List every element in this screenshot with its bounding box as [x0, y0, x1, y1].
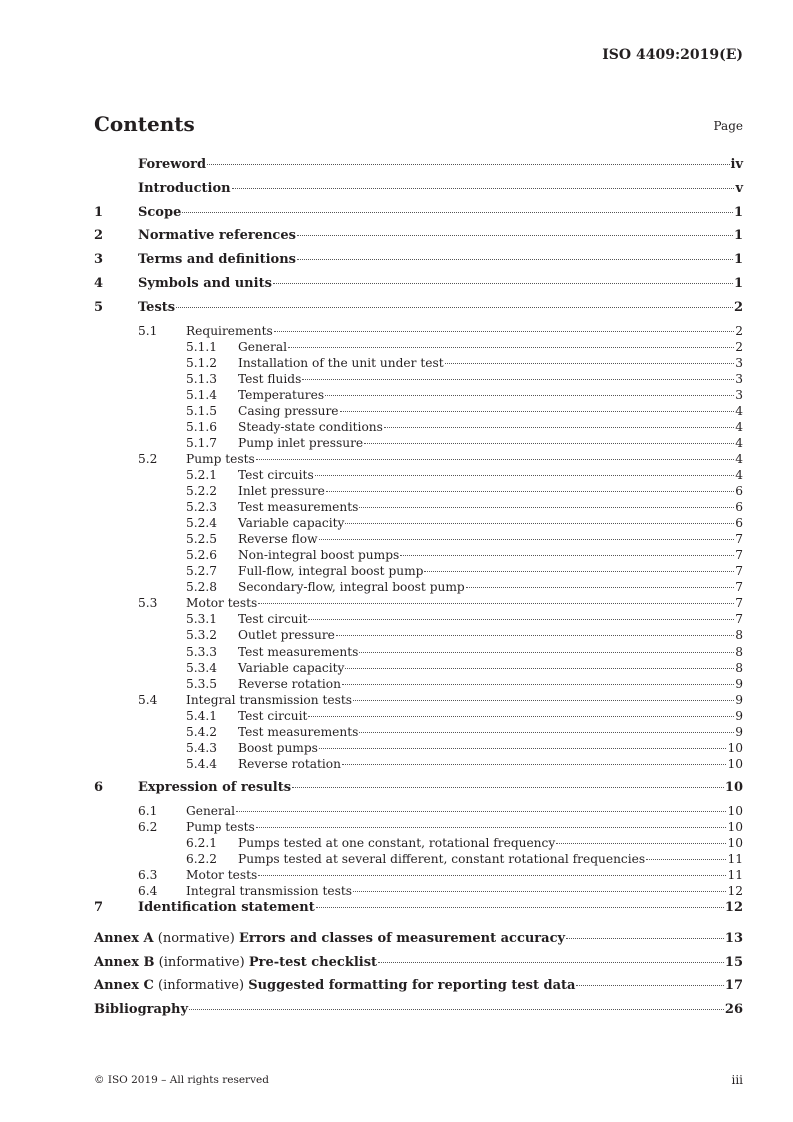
toc-entry-number: 3 [94, 252, 104, 268]
leader-dots [345, 523, 734, 524]
toc-entry-title: General [186, 803, 235, 818]
toc-entry[interactable] [94, 484, 743, 500]
annex-kind: (informative) [158, 954, 245, 970]
toc-entry-number: 5.3.2 [186, 628, 218, 643]
toc-entry-page: 7 [735, 548, 743, 563]
leader-dots [315, 475, 735, 476]
toc-entry-title: Integral transmission tests [186, 883, 352, 898]
toc-entry-page: 6 [735, 516, 743, 531]
toc-entry-page: 2 [733, 299, 743, 315]
toc-entry[interactable] [94, 661, 743, 677]
toc-entry[interactable] [94, 420, 743, 436]
toc-entry-title: Motor tests [186, 596, 258, 611]
leader-dots [359, 652, 734, 653]
leader-dots [378, 962, 724, 963]
toc-entry-page: 8 [735, 644, 743, 659]
leader-dots [345, 668, 734, 669]
leader-dots [297, 235, 733, 236]
leader-dots [359, 732, 734, 733]
toc-entry[interactable] [94, 324, 743, 340]
toc-entry[interactable] [94, 516, 743, 532]
bibliography-title: Bibliography [94, 1002, 189, 1018]
toc-entry-page: 7 [735, 532, 743, 547]
toc-entry-number: 5.2.8 [186, 580, 218, 595]
toc-entry-title: Tests [138, 299, 176, 315]
leader-dots [182, 212, 733, 213]
toc-entry-number: 6.4 [138, 883, 158, 898]
annex-entry-title [94, 978, 575, 994]
leader-dots [308, 619, 734, 620]
toc-entry[interactable] [94, 757, 743, 773]
toc-entry-title: Outlet pressure [238, 628, 335, 643]
toc-entry-title: Symbols and units [138, 275, 272, 291]
leader-dots [424, 571, 734, 572]
toc-entry-page: 11 [727, 867, 743, 882]
toc-entry[interactable] [94, 820, 743, 836]
toc-entry-title: Variable capacity [238, 660, 345, 675]
leader-dots [232, 188, 735, 189]
annex-title: Suggested formatting for reporting test data [248, 978, 576, 994]
leader-dots [236, 811, 726, 812]
toc-entry[interactable] [94, 532, 743, 548]
toc-entry-number: 5.4 [138, 692, 158, 707]
leader-dots [288, 347, 734, 348]
toc-entry-page: 4 [735, 403, 743, 418]
bibliography-page: 26 [724, 1002, 743, 1018]
table-of-contents [94, 157, 743, 1026]
toc-entry-page: 1 [733, 204, 743, 220]
toc-entry-title: Pump inlet pressure [238, 435, 364, 450]
toc-entry[interactable] [94, 228, 743, 252]
toc-entry-page: 7 [735, 596, 743, 611]
toc-entry[interactable] [94, 157, 743, 181]
toc-entry-number: 5.1.1 [186, 339, 218, 354]
toc-entry-number: 5.3.5 [186, 676, 218, 691]
toc-entry-title: Motor tests [186, 867, 258, 882]
page-number-footer: iii [731, 1073, 743, 1087]
toc-entry-page: 6 [735, 484, 743, 499]
toc-entry-number: 5 [94, 299, 104, 315]
toc-entry-page: 8 [735, 628, 743, 643]
toc-entry[interactable] [94, 252, 743, 276]
toc-entry[interactable] [94, 628, 743, 644]
toc-entry[interactable] [94, 612, 743, 628]
toc-entry[interactable] [94, 181, 743, 205]
toc-entry[interactable] [94, 709, 743, 725]
annex-kind: (informative) [158, 978, 245, 994]
leader-dots [297, 259, 733, 260]
toc-entry-title: Integral transmission tests [186, 692, 352, 707]
toc-entry-number: 5.1.2 [186, 355, 218, 370]
toc-entry-page: 3 [735, 387, 743, 402]
toc-entry-title: Test fluids [238, 371, 302, 386]
leader-dots [359, 507, 734, 508]
toc-entry-number: 5.1 [138, 323, 158, 338]
toc-entry-page: 9 [735, 676, 743, 691]
toc-entry-page: 4 [735, 468, 743, 482]
leader-dots [189, 1009, 724, 1010]
toc-entry-title: Casing pressure [238, 403, 339, 418]
toc-entry[interactable] [94, 205, 743, 229]
toc-entry-page: 2 [735, 339, 743, 354]
toc-entry-title: Pumps tested at several different, constant rotational frequencies [238, 851, 646, 866]
leader-dots [326, 491, 734, 492]
leader-dots [353, 700, 734, 701]
annex-entry-title [94, 955, 377, 971]
toc-entry-title: Pumps tested at one constant, rotational frequency [238, 835, 556, 850]
toc-entry-page: 8 [735, 660, 743, 675]
toc-entry-number: 5.4.2 [186, 724, 218, 739]
toc-entry[interactable] [94, 884, 743, 900]
leader-dots [176, 307, 733, 308]
toc-entry[interactable] [94, 836, 743, 852]
toc-entry-page: 1 [733, 228, 743, 244]
toc-entry-page: 4 [735, 451, 743, 466]
toc-entry-number: 5.2.7 [186, 564, 218, 579]
toc-entry-number: 7 [94, 899, 104, 915]
annex-entry[interactable] [94, 931, 743, 955]
toc-entry-number: 5.4.1 [186, 708, 218, 723]
toc-entry-page: 10 [727, 803, 743, 818]
toc-entry-page: 4 [735, 435, 743, 450]
leader-dots [364, 443, 734, 444]
contents-heading: Contents [94, 112, 195, 136]
leader-dots [258, 875, 726, 876]
leader-dots [384, 427, 734, 428]
toc-entry[interactable] [94, 780, 743, 804]
toc-entry[interactable] [94, 725, 743, 741]
document-code-header: ISO 4409:2019(E) [602, 47, 743, 63]
toc-entry-page: 9 [735, 692, 743, 707]
leader-dots [292, 787, 724, 788]
toc-entry[interactable] [94, 596, 743, 612]
toc-entry-page: 9 [735, 708, 743, 723]
toc-entry-number: 5.1.4 [186, 387, 218, 402]
annex-entry-title [94, 931, 565, 947]
toc-entry-number: 5.3 [138, 596, 158, 611]
toc-entry[interactable] [94, 900, 743, 924]
toc-entry-page: 10 [724, 779, 743, 795]
toc-entry-page: 9 [735, 724, 743, 739]
toc-entry-title: Boost pumps [238, 740, 318, 755]
toc-entry-number: 5.2.3 [186, 500, 218, 515]
toc-entry-number: 5.2.2 [186, 484, 218, 499]
toc-entry-title: Test measurements [238, 724, 359, 739]
toc-entry-number: 2 [94, 228, 104, 244]
toc-entry-page: 3 [735, 355, 743, 370]
toc-entry-number: 5.2.6 [186, 548, 218, 563]
toc-entry-title: Full-flow, integral boost pump [238, 564, 424, 579]
toc-entry[interactable] [94, 436, 743, 452]
toc-entry[interactable] [94, 693, 743, 709]
toc-entry-page: 7 [735, 580, 743, 595]
toc-entry-number: 5.1.7 [186, 435, 218, 450]
annex-label: Annex C [94, 978, 154, 994]
toc-entry-number: 6.2.1 [186, 835, 218, 850]
toc-entry-number: 5.1.5 [186, 403, 218, 418]
leader-dots [400, 555, 734, 556]
toc-entry-title: Inlet pressure [238, 484, 325, 499]
leader-dots [316, 907, 724, 908]
toc-entry-title: Reverse flow [238, 532, 318, 547]
leader-dots [445, 363, 735, 364]
toc-entry-title: Pump tests [186, 451, 255, 466]
toc-entry[interactable] [94, 388, 743, 404]
toc-entry[interactable] [94, 372, 743, 388]
leader-dots [308, 716, 734, 717]
toc-entry-page: 12 [727, 883, 743, 898]
toc-entry-title: General [238, 339, 287, 354]
bibliography-entry[interactable] [94, 1002, 743, 1026]
toc-entry[interactable] [94, 452, 743, 468]
toc-entry-title: Scope [138, 204, 182, 220]
toc-entry[interactable] [94, 677, 743, 693]
toc-entry-title: Test measurements [238, 500, 359, 515]
leader-dots [576, 985, 723, 986]
leader-dots [340, 411, 735, 412]
toc-entry-title: Reverse rotation [238, 756, 341, 771]
toc-entry[interactable] [94, 356, 743, 372]
toc-entry-number: 1 [94, 204, 104, 220]
toc-entry-number: 5.2.1 [186, 468, 218, 482]
toc-entry[interactable] [94, 868, 743, 884]
toc-entry[interactable] [94, 404, 743, 420]
toc-entry-title: Steady-state conditions [238, 419, 383, 434]
leader-dots [274, 331, 734, 332]
toc-entry-page: v [735, 180, 743, 196]
toc-entry[interactable] [94, 548, 743, 564]
toc-entry[interactable] [94, 564, 743, 580]
annex-label: Annex A [94, 930, 154, 946]
toc-entry-number: 5.2.4 [186, 516, 218, 531]
toc-entry-number: 6.2 [138, 819, 158, 834]
page-column-label: Page [713, 119, 743, 133]
leader-dots [256, 459, 734, 460]
toc-entry-title: Test measurements [238, 644, 359, 659]
annex-kind: (normative) [157, 930, 235, 946]
toc-entry-page: 10 [727, 835, 743, 850]
toc-entry-page: 10 [727, 740, 743, 755]
toc-entry-page: 10 [727, 756, 743, 771]
copyright-footer: © ISO 2019 – All rights reserved [94, 1074, 269, 1086]
toc-entry-number: 6 [94, 779, 104, 795]
toc-entry-number: 5.3.1 [186, 612, 218, 627]
toc-entry-title: Test circuit [238, 612, 308, 627]
toc-entry-title: Expression of results [138, 779, 292, 795]
leader-dots [319, 539, 735, 540]
leader-dots [207, 164, 729, 165]
leader-dots [646, 859, 726, 860]
toc-entry-number: 5.2 [138, 451, 158, 466]
toc-entry[interactable] [94, 276, 743, 300]
annex-entry-page: 17 [724, 978, 743, 994]
toc-entry-page: 3 [735, 371, 743, 386]
leader-dots [566, 938, 724, 939]
toc-entry[interactable] [94, 500, 743, 516]
toc-entry-number: 6.2.2 [186, 851, 218, 866]
toc-entry-title: Foreword [138, 157, 207, 172]
annex-entry[interactable] [94, 978, 743, 1002]
toc-entry-number: 5.4.3 [186, 740, 218, 755]
toc-entry[interactable] [94, 468, 743, 484]
toc-entry-number: 6.1 [138, 803, 158, 818]
leader-dots [556, 843, 726, 844]
toc-entry[interactable] [94, 300, 743, 324]
leader-dots [325, 395, 734, 396]
toc-entry-number: 4 [94, 275, 104, 291]
toc-entry[interactable] [94, 580, 743, 596]
leader-dots [353, 891, 727, 892]
toc-entry-page: 10 [727, 819, 743, 834]
toc-entry-title: Normative references [138, 228, 296, 244]
toc-entry[interactable] [94, 340, 743, 356]
toc-entry-title: Requirements [186, 323, 273, 338]
toc-entry-page: 7 [735, 612, 743, 627]
toc-entry-title: Variable capacity [238, 516, 345, 531]
toc-entry-page: 1 [733, 275, 743, 291]
toc-entry-number: 5.3.3 [186, 644, 218, 659]
toc-entry-number: 5.4.4 [186, 756, 218, 771]
leader-dots [342, 764, 727, 765]
toc-entry-title: Test circuits [238, 468, 314, 482]
toc-entry-page: 12 [724, 899, 743, 915]
toc-entry-page: 2 [735, 323, 743, 338]
toc-entry[interactable] [94, 645, 743, 661]
toc-entry[interactable] [94, 741, 743, 757]
leader-dots [256, 827, 727, 828]
toc-entry-number: 5.3.4 [186, 660, 218, 675]
toc-entry-page: 7 [735, 564, 743, 579]
toc-entry-title: Test circuit [238, 708, 308, 723]
toc-entry-title: Reverse rotation [238, 676, 341, 691]
annex-label: Annex B [94, 954, 155, 970]
toc-entry-title: Temperatures [238, 387, 325, 402]
annex-entry-page: 13 [724, 930, 743, 946]
toc-entry-title: Installation of the unit under test [238, 355, 444, 370]
annex-entry-page: 15 [724, 954, 743, 970]
toc-entry-page: 6 [735, 500, 743, 515]
toc-entry-title: Introduction [138, 180, 231, 196]
toc-entry-page: 1 [733, 252, 743, 268]
toc-entry-title: Terms and definitions [138, 252, 296, 268]
leader-dots [319, 748, 727, 749]
toc-entry-number: 5.2.5 [186, 532, 218, 547]
toc-entry-page: 11 [727, 851, 743, 866]
leader-dots [466, 587, 735, 588]
leader-dots [258, 603, 734, 604]
toc-entry-title: Secondary-flow, integral boost pump [238, 580, 465, 595]
toc-entry-title: Identification statement [138, 899, 315, 915]
toc-entry[interactable] [94, 852, 743, 868]
leader-dots [342, 684, 734, 685]
leader-dots [302, 379, 734, 380]
toc-entry[interactable] [94, 804, 743, 820]
toc-entry-title: Pump tests [186, 819, 255, 834]
leader-dots [336, 635, 734, 636]
leader-dots [273, 283, 733, 284]
annex-entry[interactable] [94, 955, 743, 979]
toc-entry-page: iv [730, 157, 743, 172]
toc-entry-page: 4 [735, 419, 743, 434]
toc-entry-number: 5.1.6 [186, 419, 218, 434]
annex-title: Errors and classes of measurement accuracy [238, 930, 566, 946]
toc-entry-number: 5.1.3 [186, 371, 218, 386]
toc-entry-title: Non-integral boost pumps [238, 548, 400, 563]
annex-title: Pre-test checklist [248, 954, 378, 970]
toc-entry-number: 6.3 [138, 867, 158, 882]
